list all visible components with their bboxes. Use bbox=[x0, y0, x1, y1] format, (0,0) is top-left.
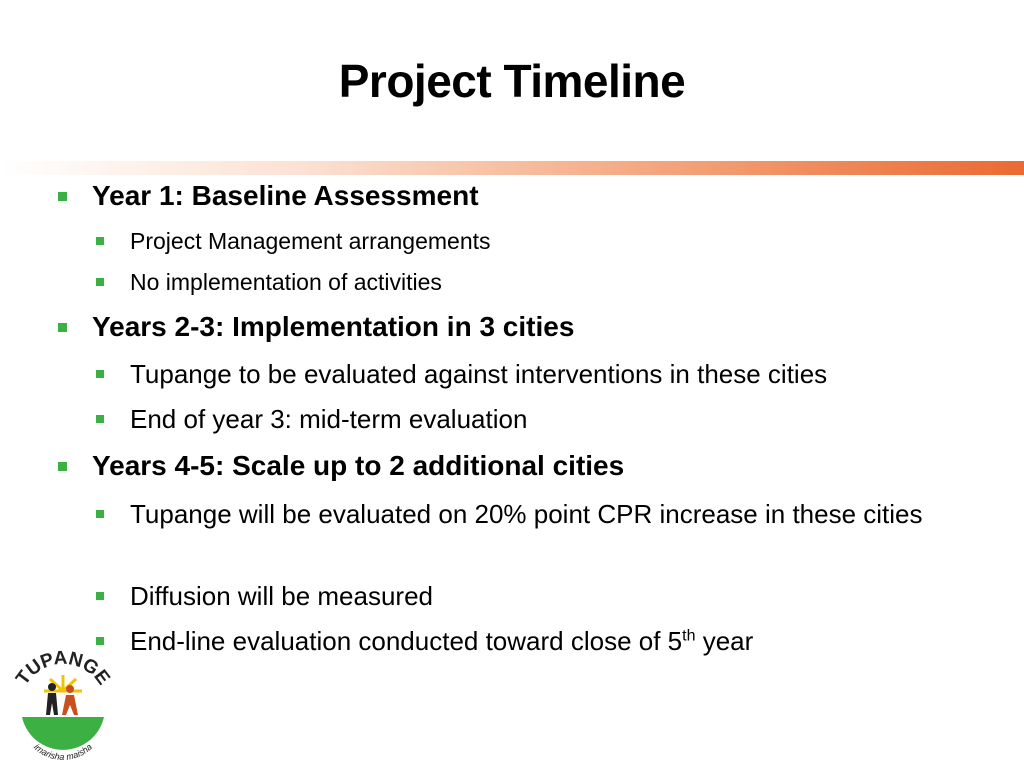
list-item: Project Management arrangements bbox=[130, 228, 491, 255]
square-bullet-icon bbox=[96, 415, 104, 423]
section-heading-year-1: Year 1: Baseline Assessment bbox=[92, 180, 479, 212]
tupange-logo bbox=[8, 645, 118, 760]
square-bullet-icon bbox=[96, 370, 104, 378]
square-bullet-icon bbox=[58, 462, 67, 471]
list-item: No implementation of activities bbox=[130, 269, 442, 296]
section-heading-years-4-5: Years 4-5: Scale up to 2 additional cities bbox=[92, 450, 624, 482]
title-divider bbox=[0, 161, 1024, 175]
section-heading-years-2-3: Years 2-3: Implementation in 3 cities bbox=[92, 311, 574, 343]
square-bullet-icon bbox=[96, 237, 104, 245]
square-bullet-icon bbox=[96, 278, 104, 286]
list-item: End of year 3: mid-term evaluation bbox=[130, 404, 527, 435]
square-bullet-icon bbox=[96, 510, 104, 518]
square-bullet-icon bbox=[58, 192, 67, 201]
hill-icon bbox=[22, 717, 104, 750]
logo-brand-text: TUPANGE bbox=[12, 647, 114, 689]
logo-tagline-text: imarisha maisha bbox=[32, 741, 94, 760]
square-bullet-icon bbox=[96, 592, 104, 600]
slide-title: Project Timeline bbox=[338, 55, 686, 107]
list-item: Tupange to be evaluated against interventions in these cities bbox=[130, 359, 827, 390]
list-item: Tupange will be evaluated on 20% point CPR increase in these cities bbox=[130, 496, 930, 533]
list-item: End-line evaluation conducted toward close of 5th year bbox=[130, 626, 753, 657]
square-bullet-icon bbox=[96, 637, 104, 645]
square-bullet-icon bbox=[58, 323, 67, 332]
list-item: Diffusion will be measured bbox=[130, 581, 433, 612]
